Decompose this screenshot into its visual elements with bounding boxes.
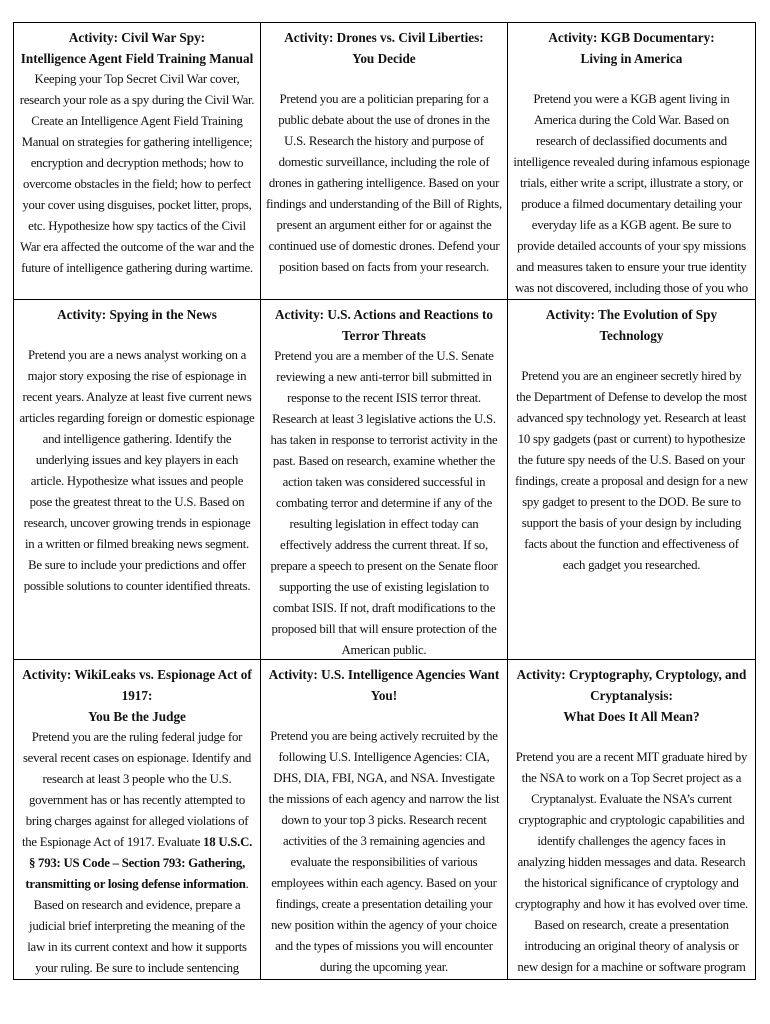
statute-reference: 18 U.S.C. § 793: US Code – Section 793: Gathering, transmitting or losing defense information (25, 835, 253, 891)
grid-row (14, 300, 755, 660)
activity-card-kgb-documentary (508, 23, 755, 299)
activity-description: Pretend you are a politician preparing for a public debate about the use of drones in the U.S. Research the history and purpose of domestic surveillance, including the role of drones in gathering intelligence. Based on your findings and understanding of the Bill of Rights, present an argument either for or against the continued use of domestic drones. Defend your position based on facts from your research. (266, 92, 502, 274)
activity-title: Activity: U.S. Actions and Reactions to Terror Threats (274, 307, 493, 343)
activity-subtitle: Intelligence Agent Field Training Manual (20, 51, 254, 66)
activity-card-intelligence-agencies (261, 660, 508, 979)
activity-description (19, 727, 255, 979)
activity-title: Activity: KGB Documentary: (548, 30, 715, 45)
activity-subtitle: You Be the Judge (88, 709, 186, 724)
description-text: Pretend you are the ruling federal judge for several recent cases on espionage. Identify and research at least 3 people who the U.S. government has or has recently attempted to bring charges against for alleged violations of the Espionage Act of 1917. Evaluate (21, 730, 252, 849)
activity-card-spying-in-news (14, 300, 261, 659)
activity-card-cryptography (508, 660, 755, 979)
activity-title: Activity: Cryptography, Cryptology, and Cryptanalysis: (516, 667, 747, 703)
activity-description: Pretend you are a news analyst working on a major story exposing the rise of espionage in recent years. Analyze at least five current news articles regarding foreign or domestic espionage and intelligence gathering. Identify the underlying issues and key players in each article. Hypothesize what issues and people pose the greatest threat to the U.S. Based on research, uncover growing trends in espionage in a written or filmed breaking news segment. Be sure to include your predictions and offer possible solutions to counter identified threats. (19, 348, 255, 593)
activity-description: Pretend you are being actively recruited by the following U.S. Intelligence Agencies: CIA, DHS, DIA, FBI, NGA, and NSA. Investigate the missions of each agency and narrow the list down to your top 3 picks. Research recent activities of the 3 remaining agencies and evaluate the responsibilities of various employees within each agency. Based on your findings, create a presentation detailing your new position within the agency of your choice and the types of missions you will encounter during the upcoming year. (268, 729, 500, 974)
activity-grid (13, 22, 756, 980)
activity-subtitle: You Decide (352, 51, 416, 66)
activity-card-civil-war-spy (14, 23, 261, 299)
activity-title: Activity: WikiLeaks vs. Espionage Act of 1917: (22, 667, 252, 703)
activity-card-wikileaks (14, 660, 261, 979)
activity-card-drones (261, 23, 508, 299)
activity-description: Pretend you are a recent MIT graduate hired by the NSA to work on a Top Secret project as a Cryptanalyst. Evaluate the NSA’s current cryptographic and cryptologic capabilities and identify challenges the agency faces in analyzing hidden messages and data. Research the historical significance of cryptology and cryptography and how it has evolved over time. Based on research, create a presentation introducing an original theory of analysis or new design for a machine or software program (514, 750, 748, 974)
activity-title: Activity: U.S. Intelligence Agencies Want You! (268, 667, 500, 703)
activity-title: Activity: The Evolution of Spy Technology (545, 307, 718, 343)
activity-description: Pretend you are a member of the U.S. Senate reviewing a new anti-terror bill submitted in response to the recent ISIS terror threat. Research at least 3 legislative actions the U.S. has taken in response to terrorist activity in the past. Based on research, examine whether the action taken was considered successful in combating terror and determine if any of the resulting legislation in effect today can effectively address the current threat. If so, prepare a speech to present on the Senate floor supporting the use of existing legislation to combat ISIS. If not, draft modifications to the proposed bill that will ensure protection of the American public. (270, 349, 498, 657)
activity-card-terror-threats (261, 300, 508, 659)
activity-title: Activity: Civil War Spy: (68, 30, 206, 45)
activity-subtitle: Living in America (580, 51, 683, 66)
grid-row (14, 23, 755, 300)
description-text: . Based on research and evidence, prepare a judicial brief interpreting the meaning of the law in its current context and how it supports your ruling. Be sure to include sentencing (27, 877, 249, 975)
activity-description: Keeping your Top Secret Civil War cover, research your role as a spy during the Civil War. Create an Intelligence Agent Field Training Manual on strategies for gathering intelligence; encryption and decryption methods; how to overcome obstacles in the field; how to perfect your cover using disguises, pocket litter, props, etc. Hypothesize how spy tactics of the Civil War era affected the outcome of the war and the future of intelligence gathering during wartime. (19, 72, 255, 275)
activity-subtitle: What Does It All Mean? (563, 709, 700, 724)
activity-description: Pretend you are an engineer secretly hired by the Department of Defense to develop the most advanced spy technology yet. Research at least 10 spy gadgets (past or current) to hypothesize the future spy needs of the U.S. Based on your findings, create a proposal and design for a new spy gadget to present to the DOD. Be sure to support the basis of your design by including facts about the function and effectiveness of each gadget you researched. (515, 369, 748, 572)
activity-card-spy-technology (508, 300, 755, 659)
activity-title: Activity: Drones vs. Civil Liberties: (284, 30, 484, 45)
activity-description: Pretend you were a KGB agent living in America during the Cold War. Based on research of declassified documents and intelligence revealed during infamous espionage trials, either write a script, illustrate a story, or produce a filmed documentary detailing your everyday life as a KGB agent. Be sure to provide detailed accounts of your spy missions and measures taken to ensure your true identity was not discovered, including those of you who (513, 92, 750, 295)
grid-row (14, 660, 755, 979)
activity-title: Activity: Spying in the News (57, 307, 217, 322)
